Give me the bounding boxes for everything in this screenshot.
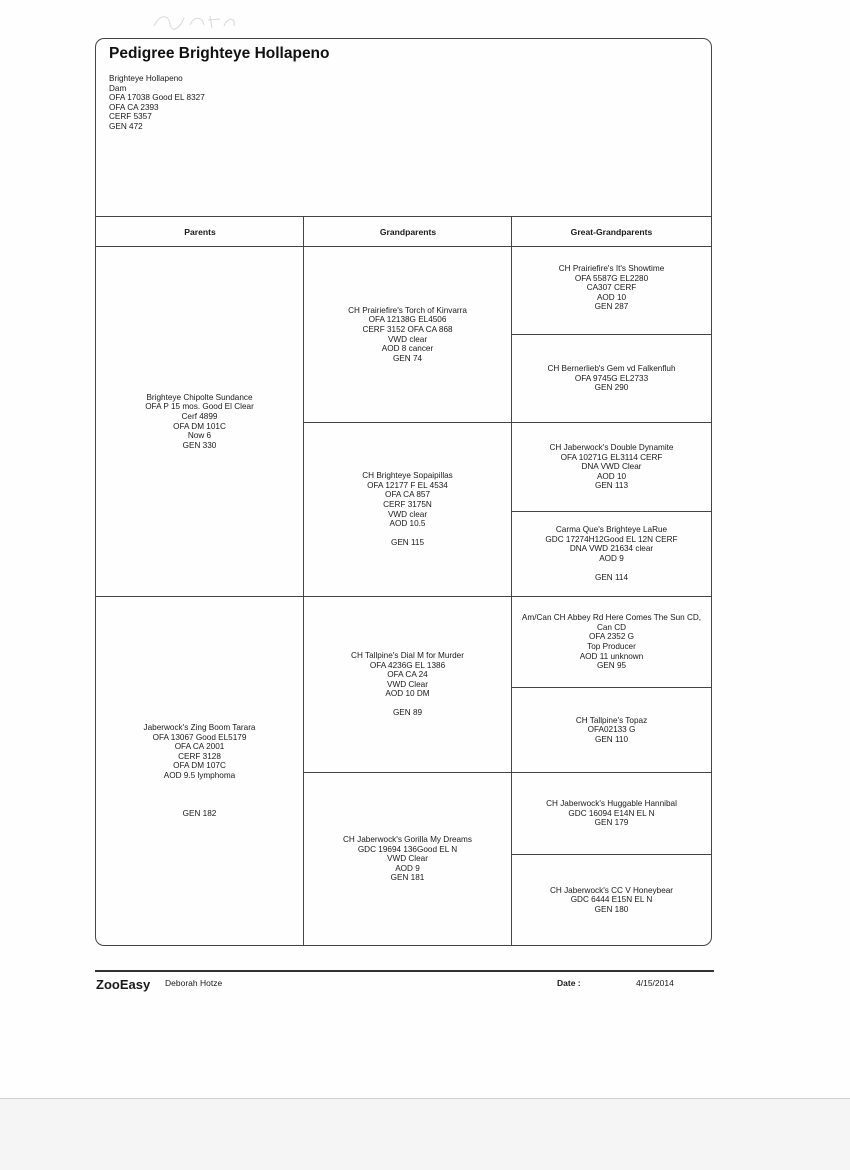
- grandparent-4: CH Jaberwock's Gorilla My Dreams GDC 19694 136Good EL N VWD Clear AOD 9 GEN 181: [343, 835, 472, 883]
- great-grandparent-1: CH Prairiefire's It's Showtime OFA 5587G EL2280 CA307 CERF AOD 10 GEN 287: [558, 264, 665, 312]
- pedigree-grid: [96, 216, 711, 945]
- great-grandparent-4: Carma Que's Brighteye LaRue GDC 17274H12Good EL 12N CERF DNA VWD 21634 clear AOD 9 GEN 114: [545, 525, 678, 583]
- info-cerf: CERF 5357: [109, 112, 152, 122]
- great-grandparent-6: CH Tallpine's Topaz OFA02133 G GEN 110: [575, 715, 648, 744]
- page-title: Pedigree Brighteye Hollapeno: [109, 45, 330, 62]
- info-ofa: OFA 17038 Good EL 8327: [109, 93, 205, 103]
- subject-info: [109, 74, 205, 132]
- footer-owner: Deborah Hotze: [165, 978, 223, 988]
- header-grandparents: Grandparents: [304, 216, 512, 247]
- parent-sire: Brighteye Chipolte Sundance OFA P 15 mos. Good El Clear Cerf 4899 OFA DM 101C Now 6 GEN 330: [145, 392, 254, 450]
- scanner-bed-edge: [0, 1098, 850, 1170]
- great-grandparent-8: CH Jaberwock's CC V Honeybear GDC 6444 E15N EL N GEN 180: [549, 885, 674, 914]
- grandparent-1: CH Prairiefire's Torch of Kinvarra OFA 12138G EL4506 CERF 3152 OFA CA 868 VWD clear AOD 8 cancer GEN 74: [348, 305, 467, 363]
- header-great-grandparents: Great-Grandparents: [512, 216, 711, 247]
- pencil-scribble-mark: [150, 10, 240, 32]
- pedigree-sheet: [95, 38, 712, 946]
- info-ofa-ca: OFA CA 2393: [109, 102, 159, 112]
- footer-date-label: Date :: [557, 978, 581, 988]
- parent-dam: Jaberwock's Zing Boom Tarara OFA 13067 Good EL5179 OFA CA 2001 CERF 3128 OFA DM 107C AOD 9.5 lymphoma GEN 182: [143, 723, 256, 819]
- footer-date-value: 4/15/2014: [636, 978, 674, 988]
- grandparent-2: CH Brighteye Sopaipillas OFA 12177 F EL 4534 OFA CA 857 CERF 3175N VWD clear AOD 10.5 GEN 115: [362, 471, 453, 548]
- footer-brand: ZooEasy: [96, 977, 151, 992]
- great-grandparent-2: CH Bernerlieb's Gem vd Falkenfluh OFA 9745G EL2733 GEN 290: [547, 364, 676, 393]
- grandparent-3: CH Tallpine's Dial M for Murder OFA 4236G EL 1386 OFA CA 24 VWD Clear AOD 10 DM GEN 89: [351, 650, 464, 718]
- great-grandparent-7: CH Jaberwock's Huggable Hannibal GDC 16094 E14N EL N GEN 179: [546, 799, 677, 828]
- great-grandparent-3: CH Jaberwock's Double Dynamite OFA 10271G EL3114 CERF DNA VWD Clear AOD 10 GEN 113: [549, 443, 674, 491]
- header-parents: Parents: [96, 216, 304, 247]
- info-name: Brighteye Hollapeno: [109, 74, 183, 83]
- footer-rule: [95, 970, 714, 972]
- great-grandparent-5: Am/Can CH Abbey Rd Here Comes The Sun CD, Can CD OFA 2352 G Top Producer AOD 11 unknown GEN 95: [521, 613, 702, 671]
- info-gen: GEN 472: [109, 121, 143, 131]
- info-sex: Dam: [109, 83, 127, 93]
